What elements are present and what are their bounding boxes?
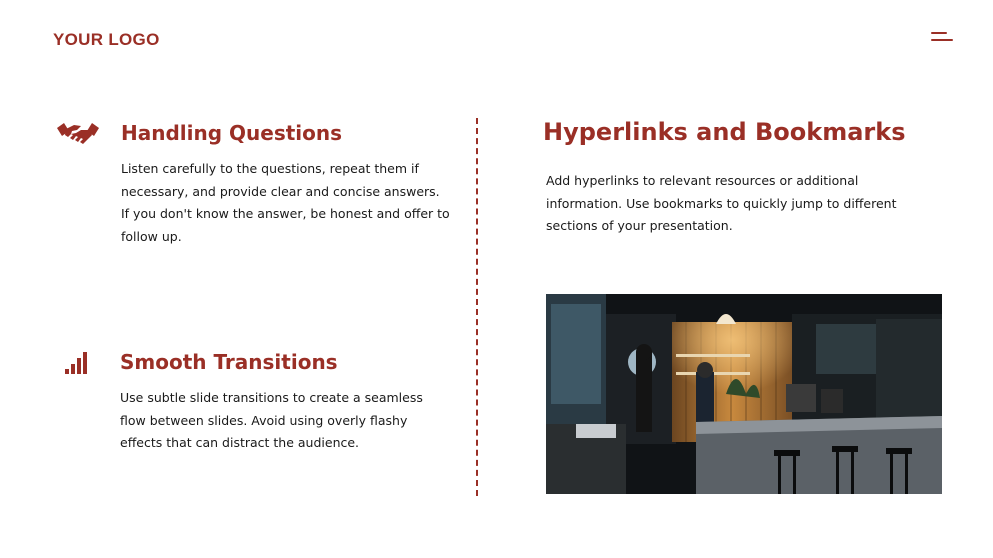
section-title-handling-questions: Handling Questions: [121, 121, 343, 145]
bar-chart-icon: [65, 351, 89, 375]
section-title-smooth-transitions: Smooth Transitions: [120, 350, 338, 374]
logo: YOUR LOGO: [53, 30, 160, 49]
hamburger-menu-icon[interactable]: [931, 32, 953, 44]
section-body-smooth-transitions: Use subtle slide transitions to create a seamless flow between slides. Avoid using overly flashy effects that can distract the audience.: [120, 390, 423, 450]
cafe-interior-photo: [546, 294, 942, 494]
handshake-icon: [57, 122, 99, 148]
vertical-divider: [476, 118, 478, 496]
section-body-handling-questions: Listen carefully to the questions, repeat them if necessary, and provide clear and concise answers. If you don't know the answer, be honest and offer to follow up.: [121, 161, 450, 244]
hyperlinks-body: Add hyperlinks to relevant resources or additional information. Use bookmarks to quickly jump to different sections of your presentation.: [546, 173, 897, 233]
hyperlinks-title: Hyperlinks and Bookmarks: [543, 118, 906, 146]
